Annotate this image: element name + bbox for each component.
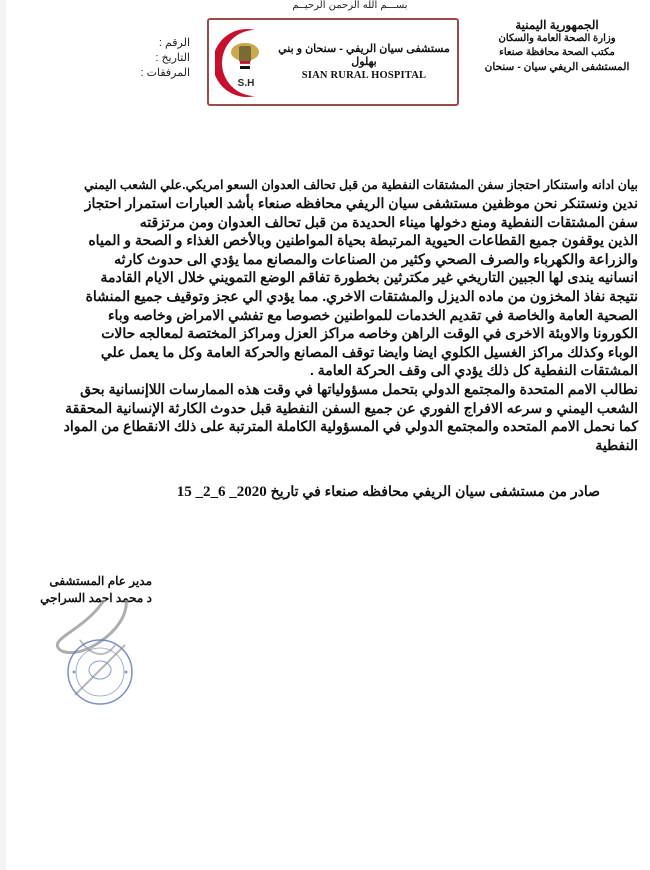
emblem-text: S.H <box>237 78 255 89</box>
hospital-logo-box <box>207 18 459 106</box>
statement-line: الكورونا والاوبئة الاخرى في الوقت الراهن وخاصه مراكز العزل ومراكز المختصة لمعالجه حالات <box>101 325 638 342</box>
statement-line: ندين ونستنكر نحن موظفين مستشفى سيان الريفي محافظه صنعاء بأشد العبارات استمرار احتجاز <box>84 195 638 211</box>
issued-prefix: صادر من مستشفى سيان الريفي محافظه صنعاء في تاريخ <box>270 483 600 499</box>
hospital-arabic-name: مستشفى سيان الريفي - سنحان و بني بهلول <box>278 43 450 68</box>
signatory-title: مدير عام المستشفى <box>49 574 152 588</box>
hospital-name: المستشفى الريفي سيان - سنحان <box>484 61 630 73</box>
page-edge <box>0 0 6 870</box>
statement-line: والزراعة والكهرباء والصرف الصحي وكثير من الصناعات والمصانع مما يؤدي الى حدوث كارثه <box>114 250 638 267</box>
statement-line: نطالب الامم المتحدة والمجتمع الدولي بتحمل مسؤولياتها في وقت هذه الممارسات اللاإنسانية بحق <box>80 380 638 397</box>
statement-body <box>10 177 638 454</box>
government-header <box>472 18 642 74</box>
statement-line: سفن المشتقات النفطية ومنع دخولها ميناء الحديدة من قبل تحالف العدوان ومن مرتزقته <box>139 213 638 230</box>
statement-line: الذين يوقفون جميع القطاعات الحيوية المرتبطة بحياة المواطنين وبالأخص الغذاء و الصحة و المياه <box>88 232 638 249</box>
stamp-dot <box>73 671 76 674</box>
ministry-name: وزارة الصحة العامة والسكان <box>498 33 616 44</box>
flag-stripe-black <box>240 66 250 69</box>
statement-line: الوباء وكذلك مراكز الغسيل الكلوي ايضا وايضا توقف المصانع والحركة العامة وكل ما يعمل علي <box>100 343 638 360</box>
official-stamp-icon <box>50 600 150 720</box>
basmala: بســـم الله الرحمن الرحيــم <box>292 0 408 11</box>
eagle-shield-icon <box>239 46 251 62</box>
statement-line: المشتقات النفطية كل ذلك يؤدي الى وقف الحركة العامة . <box>310 362 638 379</box>
statement-line: انسانيه يندى لها الجبين التاريخي غير مكترثين بخطورة تفاقم الوضع التمويني خلال الايام القادمة <box>100 269 638 286</box>
statement-line: النفطية <box>595 436 638 453</box>
statement-line: الصحية العامة والخاصة في تقديم الخدمات للمواطنين خصوصا مع تفشي الامراض وخاصه وباء <box>107 306 638 323</box>
signatory-name: د محمد احمد السراجي <box>40 591 152 605</box>
attachments-label: المرفقات : <box>140 67 190 79</box>
hospital-english-name: SIAN RURAL HOSPITAL <box>301 70 427 81</box>
statement-line: كما نحمل الامم المتحده والمجتمع الدولي في المسؤولية الكاملة المترتبة على ذلك الانقطاع من المواد <box>63 418 638 435</box>
issued-line <box>177 483 600 501</box>
office-name: مكتب الصحة محافظة صنعاء <box>499 47 615 58</box>
stamp-outer-ring <box>68 640 132 704</box>
statement-title: بيان ادانه واستنكار احتجاز سفن المشتقات النفطية من قبل تحالف العدوان السعو امريكي.علي الشعب اليمني <box>83 178 638 192</box>
stamp-inner-ring <box>76 648 124 696</box>
flag-stripe-white <box>240 64 250 66</box>
flag-stripe-red <box>240 61 250 64</box>
country-name: الجمهورية اليمنية <box>515 18 599 32</box>
issued-date: 15 _2_6 _2020 <box>176 484 267 500</box>
signature-stroke <box>75 645 125 695</box>
statement-line: الشعب اليمني و سرعه الافراج الفوري عن جميع السفن النفطية قبل حدوث الكارثة الإنسانية المحققة <box>65 399 638 416</box>
reference-number-label: الرقم : <box>158 37 190 49</box>
reference-fields <box>120 36 190 81</box>
reference-date-label: التاريخ : <box>155 52 190 64</box>
hospital-emblem-icon <box>215 26 273 100</box>
stamp-dot <box>125 671 128 674</box>
statement-line: نتيجة نفاذ المخزون من ماده الديزل والمشتقات الاخري. مما يؤدي الي عجز وتوقيف جميع المنشاة <box>85 287 638 304</box>
